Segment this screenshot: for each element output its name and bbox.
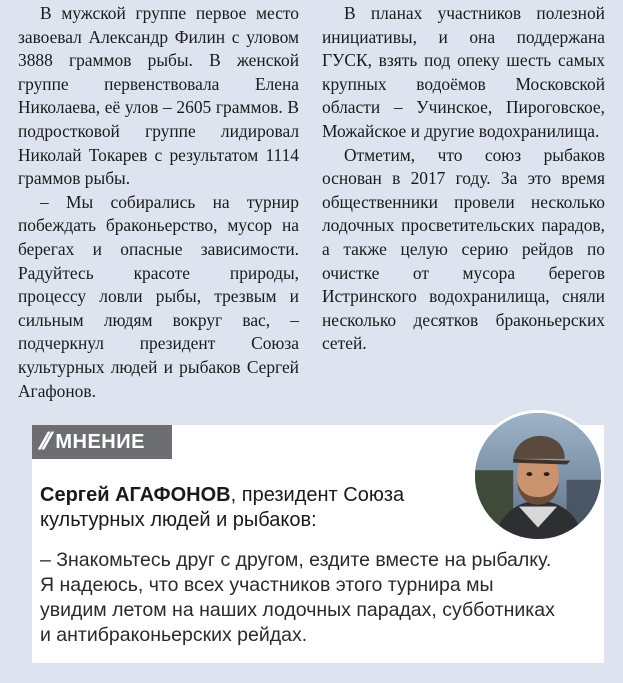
- opinion-tag-label: МНЕНИЕ: [55, 430, 145, 453]
- portrait-image: [475, 413, 601, 539]
- article-paragraph: – Мы собирались на турнир побеждать браконьерство, мусор на берегах и опасные зависимости. Радуйтесь красоте природы, процессу ловли рыбы, трезвым и сильным людям вокруг вас, – подчеркнул президент Союза культурных людей и рыбаков Сергей Агафонов.: [18, 191, 299, 401]
- article-column-right: [322, 2, 605, 356]
- author-title: , президент Союза культурных людей и рыбаков:: [40, 484, 405, 531]
- author-photo: [472, 410, 604, 542]
- article-paragraph: Отметим, что союз рыбаков основан в 2017 году. За это время общественники провели несколько лодочных просветительских парадов, а также целую серию рейдов по очистке от мусора берегов Истринского водохранилища, сняли несколько десятков браконьерских сетей.: [322, 144, 605, 354]
- opinion-tag: [32, 425, 172, 459]
- article-paragraph: В планах участников полезной инициативы, и она поддержана ГУСК, взять под опеку шесть самых крупных водоёмов Московской области – Учинское, Пироговское, Можайское и другие водохранилища.: [322, 3, 605, 141]
- double-slash-icon: //: [37, 428, 50, 455]
- opinion-author: [40, 483, 470, 533]
- article-paragraph: В мужской группе первое место завоевал Александр Филин с уловом 3888 граммов рыбы. В женской группе первенствовала Елена Николаева, её улов – 2605 граммов. В подростковой группе лидировал Николай Токарев с результатом 1114 граммов рыбы.: [18, 3, 299, 189]
- opinion-quote: – Знакомьтесь друг с другом, ездите вместе на рыбалку. Я надеюсь, что всех участников этого турнира мы увидим летом на наших лодочных парадах, субботниках и антибраконьерских рейдах.: [40, 549, 555, 646]
- author-name: Сергей АГАФОНОВ: [40, 484, 231, 506]
- article-column-left: [18, 2, 299, 403]
